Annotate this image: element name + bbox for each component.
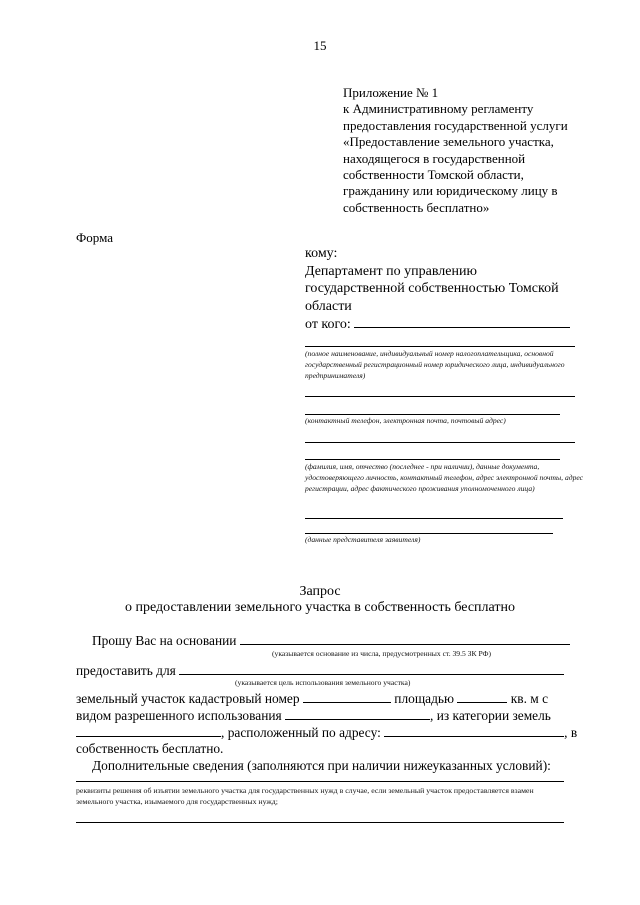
cadastral-number-field[interactable] — [303, 690, 391, 703]
to-label: кому: — [305, 246, 338, 261]
representative-caption: (данные представителя заявителя) — [305, 535, 421, 544]
recipient-line: области — [305, 298, 352, 314]
applicant-line[interactable] — [305, 396, 575, 397]
address-label: , расположенный по адресу: — [221, 725, 381, 740]
land-category-label: , из категории земель — [430, 708, 551, 723]
appendix-line: собственности Томской области, — [343, 167, 524, 183]
in-label: , в — [564, 725, 578, 740]
representative-line[interactable] — [305, 459, 560, 460]
appendix-line: находящегося в государственной — [343, 150, 526, 166]
area-label: площадью — [394, 691, 455, 706]
basis-field[interactable] — [240, 632, 570, 645]
applicant-caption: (полное наименование, индивидуальный номер налогоплательщика, основной государственный регистрационный номер юридического лица, индивидуального предпринимателя) — [305, 349, 565, 380]
purpose-note: (указывается цель использования земельного участка) — [235, 678, 411, 687]
requisites-line[interactable] — [76, 822, 564, 823]
contacts-caption: (контактный телефон, электронная почта, почтовый адрес) — [305, 416, 506, 425]
area-unit: кв. м с — [510, 691, 549, 706]
appendix-line: гражданину или юридическому лицу в — [343, 183, 558, 199]
permitted-use-field[interactable] — [285, 707, 430, 720]
basis-note: (указывается основание из числа, предусмотренных ст. 39.5 ЗК РФ) — [272, 649, 492, 658]
recipient-line: Департамент по управлению — [305, 263, 477, 279]
additional-info-label: Дополнительные сведения (заполняются при наличии нижеуказанных условий): — [92, 758, 551, 773]
land-category-field[interactable] — [76, 724, 221, 737]
ownership-text: собственность бесплатно. — [76, 741, 224, 756]
representative-line[interactable] — [305, 518, 563, 519]
appendix-line: собственность бесплатно» — [343, 199, 490, 215]
appendix-line: «Предоставление земельного участка, — [343, 134, 554, 150]
representative-details-caption: (фамилия, имя, отчество (последнее - при наличии), данные документа, удостоверяющего личность, контактный телефон, адрес электронной почты, адрес регистрации, адрес фактического проживания уполномоченного лица) — [305, 462, 584, 493]
purpose-label: предоставить для — [76, 663, 176, 678]
form-label: Форма — [76, 230, 113, 245]
requisites-line[interactable] — [76, 781, 564, 782]
recipient-line: государственной собственностью Томской — [305, 281, 559, 296]
appendix-line: к Административному регламенту — [343, 101, 534, 117]
request-subtitle: о предоставлении земельного участка в собственность бесплатно — [124, 600, 515, 615]
recipient-block — [305, 245, 595, 334]
request-title: Запрос — [299, 584, 341, 599]
appendix-block — [343, 85, 613, 216]
purpose-field[interactable] — [179, 662, 564, 675]
representative-line[interactable] — [305, 442, 575, 443]
contacts-line[interactable] — [305, 414, 560, 415]
basis-label: Прошу Вас на основании — [92, 633, 237, 648]
cadastral-label: земельный участок кадастровый номер — [76, 691, 300, 706]
from-field[interactable] — [354, 315, 570, 328]
permitted-use-label: видом разрешенного использования — [76, 708, 282, 723]
address-field[interactable] — [384, 724, 564, 737]
applicant-line[interactable] — [305, 346, 575, 347]
requisites-note: реквизиты решения об изъятии земельного участка для государственных нужд в случае, если земельный участок предоставляется взамен земельного участка, изымаемого для государственных нужд; — [76, 786, 534, 806]
area-field[interactable] — [457, 690, 507, 703]
representative-line[interactable] — [305, 533, 553, 534]
appendix-line: Приложение № 1 — [343, 85, 439, 100]
appendix-line: предоставления государственной услуги — [343, 117, 568, 133]
page-number: 15 — [313, 38, 327, 53]
from-label: от кого: — [305, 317, 351, 332]
